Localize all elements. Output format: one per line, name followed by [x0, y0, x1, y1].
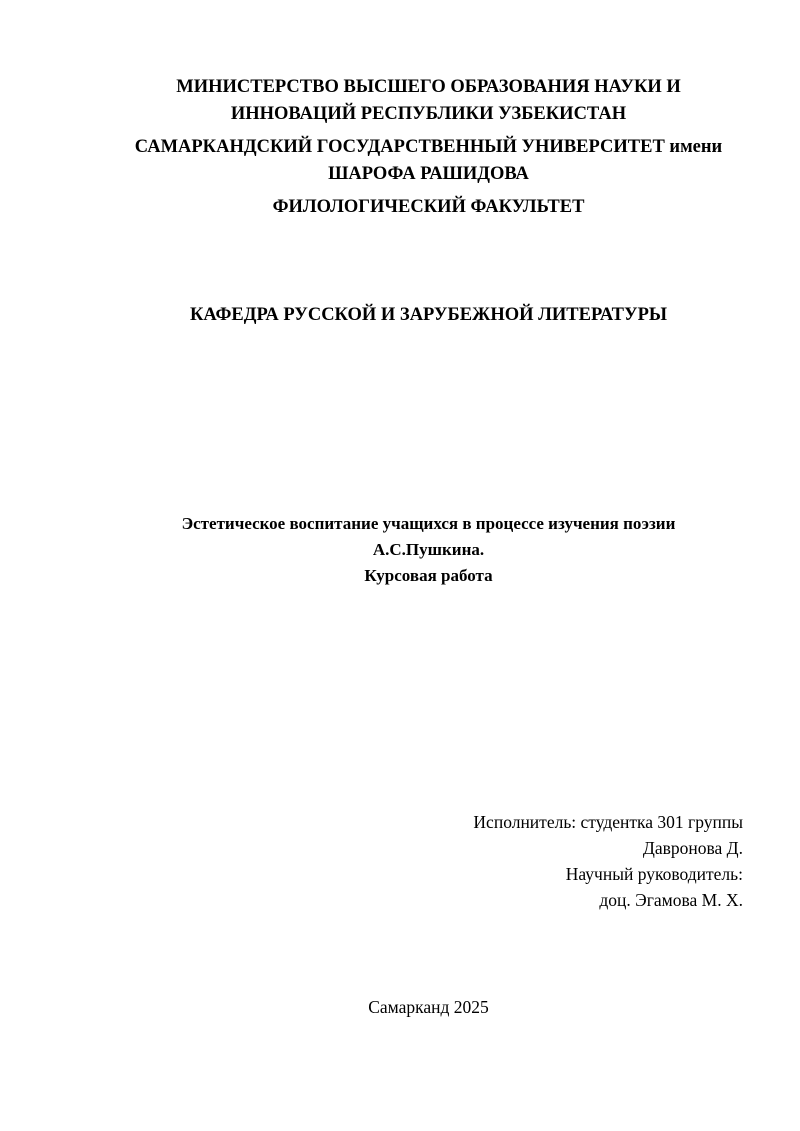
- authors-block: [473, 809, 743, 913]
- university-heading: [100, 134, 757, 188]
- work-title-line-1: Эстетическое воспитание учащихся в процессе изучения поэзии: [181, 514, 676, 533]
- department-heading: КАФЕДРА РУССКОЙ И ЗАРУБЕЖНОЙ ЛИТЕРАТУРЫ: [189, 305, 668, 325]
- work-type: Курсовая работа: [364, 566, 493, 585]
- supervisor-label: Научный руководитель:: [565, 864, 743, 884]
- ministry-line-1: МИНИСТЕРСТВО ВЫСШЕГО ОБРАЗОВАНИЯ НАУКИ И: [176, 77, 681, 97]
- ministry-heading: [100, 74, 757, 128]
- city-year: Самарканд 2025: [368, 997, 489, 1017]
- work-title-line-2: А.С.Пушкина.: [372, 540, 485, 559]
- ministry-line-2: ИННОВАЦИЙ РЕСПУБЛИКИ УЗБЕКИСТАН: [230, 104, 627, 124]
- university-line-1: САМАРКАНДСКИЙ ГОСУДАРСТВЕННЫЙ УНИВЕРСИТЕТ имени: [134, 137, 723, 157]
- work-title-block: [100, 511, 757, 589]
- performer-label: Исполнитель: студентка 301 группы: [473, 812, 743, 832]
- supervisor-name: доц. Эгамова М. Х.: [599, 890, 743, 910]
- university-line-2: ШАРОФА РАШИДОВА: [328, 164, 529, 184]
- performer-name: Давронова Д.: [642, 838, 743, 858]
- faculty-heading: ФИЛОЛОГИЧЕСКИЙ ФАКУЛЬТЕТ: [272, 197, 585, 217]
